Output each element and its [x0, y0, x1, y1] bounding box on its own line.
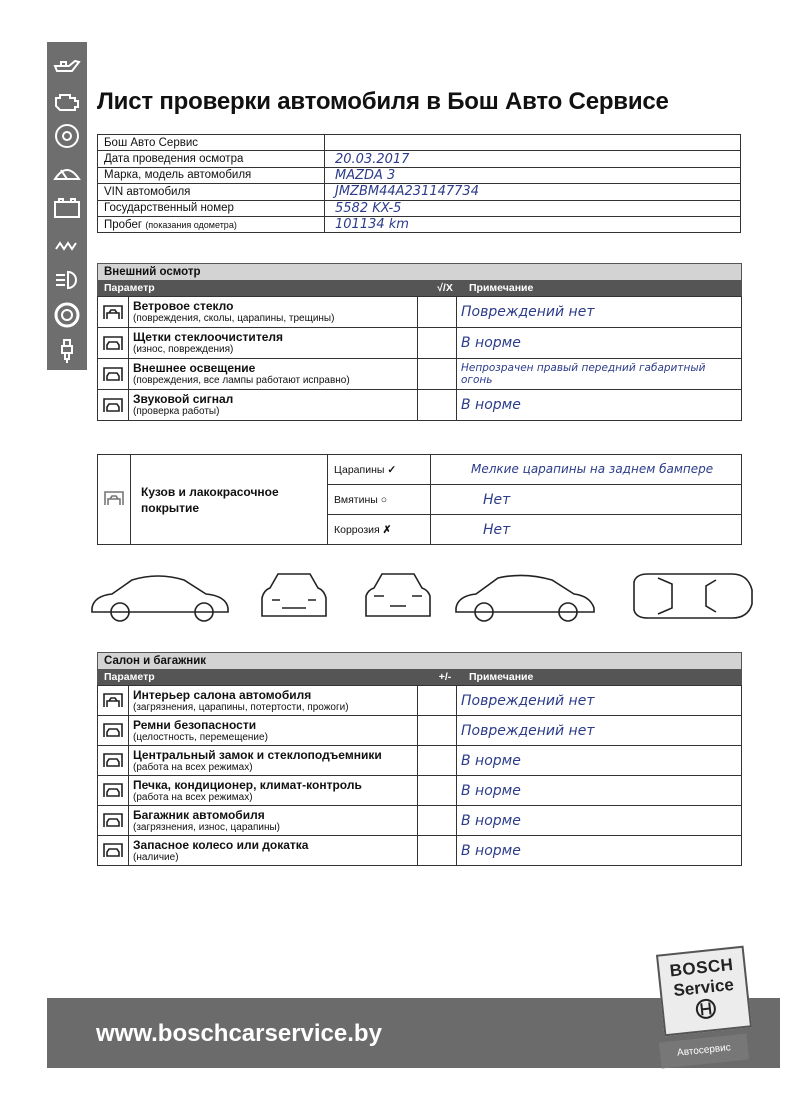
car-front-icon — [98, 359, 129, 390]
note-cell: Нет — [431, 515, 742, 545]
param-cell — [129, 390, 418, 421]
info-label: Бош Авто Сервис — [98, 135, 325, 151]
table-header — [97, 280, 742, 296]
param-cell — [129, 836, 418, 866]
car-front-icon — [98, 390, 129, 421]
logo-subtitle: Автосервис — [659, 1033, 749, 1068]
note-cell: Повреждений нет — [457, 686, 742, 716]
param-sub: (износ, повреждения) — [133, 344, 234, 355]
body-item-text: Царапины — [334, 463, 385, 476]
col-check: +/- — [438, 671, 452, 683]
car-front-icon — [98, 836, 129, 866]
mileage-label: Пробег — [104, 218, 143, 231]
car-front-icon — [98, 776, 129, 806]
param-sub: (загрязнения, царапины, потертости, прожоги) — [133, 701, 349, 713]
body-item-label — [328, 485, 431, 515]
check-cell — [418, 806, 457, 836]
info-row — [98, 151, 741, 167]
info-label: VIN автомобиля — [98, 184, 325, 200]
param-title: Печка, кондиционер, климат-контроль — [133, 777, 362, 792]
bosch-armature-icon — [694, 997, 718, 1021]
param-sub: (целостность, перемещение) — [133, 731, 268, 743]
param-sub: (повреждения, все лампы работают исправно) — [133, 375, 350, 386]
car-side-left-icon — [92, 576, 228, 621]
col-check: √/X — [437, 282, 453, 294]
param-title: Запасное колесо или докатка — [133, 837, 309, 852]
check-cell — [418, 746, 457, 776]
param-cell — [129, 328, 418, 359]
info-label: Государственный номер — [98, 200, 325, 216]
check-cell — [418, 716, 457, 746]
table-row — [98, 328, 742, 359]
col-note: Примечание — [469, 671, 534, 683]
info-label — [98, 216, 325, 232]
note-cell: В норме — [457, 390, 742, 421]
check-cell — [418, 776, 457, 806]
garage-lift-icon — [98, 455, 131, 545]
param-sub: (наличие) — [133, 851, 179, 863]
table-row — [98, 686, 742, 716]
sidebar-icon-strip — [47, 42, 87, 370]
inspection-date-value: 20.03.2017 — [325, 151, 741, 167]
plate-number-value: 5582 KX-5 — [325, 200, 741, 216]
cross-mark: ✗ — [382, 523, 392, 536]
bodywork-title: Кузов и лакокрасочное покрытие — [131, 455, 328, 545]
param-cell — [129, 686, 418, 716]
vehicle-info-table — [97, 134, 741, 233]
exterior-section — [97, 263, 742, 421]
body-item-text: Вмятины — [334, 493, 378, 506]
car-front-icon — [98, 746, 129, 776]
param-sub: (повреждения, сколы, царапины, трещины) — [133, 313, 335, 324]
spark-plug-icon — [50, 334, 84, 368]
body-item-text: Коррозия — [334, 523, 380, 536]
param-cell — [129, 359, 418, 390]
param-cell — [129, 746, 418, 776]
note-cell: Мелкие царапины на заднем бампере — [431, 455, 742, 485]
note-cell: В норме — [457, 806, 742, 836]
param-sub: (загрязнения, износ, царапины) — [133, 821, 281, 833]
table-row — [98, 806, 742, 836]
interior-section — [97, 652, 742, 866]
interior-table — [97, 685, 742, 866]
tire-icon — [50, 298, 84, 332]
param-title: Звуковой сигнал — [133, 392, 234, 406]
param-title: Внешнее освещение — [133, 361, 256, 375]
car-front-icon — [98, 716, 129, 746]
section-title: Внешний осмотр — [97, 263, 742, 280]
wiper-icon — [50, 155, 84, 189]
mileage-value: 101134 km — [325, 216, 741, 232]
param-title: Интерьер салона автомобиля — [133, 687, 312, 702]
info-row — [98, 167, 741, 183]
check-cell — [418, 836, 457, 866]
engine-icon — [50, 84, 84, 118]
vin-value: JMZBM44A231147734 — [325, 184, 741, 200]
logo-line-2: Service — [672, 974, 735, 1001]
car-front-icon — [98, 328, 129, 359]
exterior-table — [97, 296, 742, 421]
table-header — [97, 669, 742, 685]
check-cell — [418, 686, 457, 716]
body-item-label — [328, 455, 431, 485]
garage-lift-icon — [98, 297, 129, 328]
param-title: Центральный замок и стеклоподъемники — [133, 747, 382, 762]
param-sub: (работа на всех режимах) — [133, 761, 253, 773]
info-label: Дата проведения осмотра — [98, 151, 325, 167]
car-side-right-icon — [456, 575, 594, 621]
param-title: Багажник автомобиля — [133, 807, 265, 822]
info-value — [325, 135, 741, 151]
table-row — [98, 746, 742, 776]
oil-can-icon — [50, 48, 84, 82]
car-rear-view-icon — [366, 574, 430, 616]
body-item-label — [328, 515, 431, 545]
car-front-view-icon — [262, 574, 326, 616]
car-diagrams — [88, 566, 758, 628]
note-cell: Повреждений нет — [457, 716, 742, 746]
note-cell: В норме — [457, 776, 742, 806]
note-cell: Нет — [431, 485, 742, 515]
logo-line-1: BOSCH — [668, 954, 735, 981]
website-url: www.boschcarservice.by — [96, 1020, 382, 1047]
check-cell — [418, 390, 457, 421]
table-row — [98, 390, 742, 421]
note-cell: В норме — [457, 746, 742, 776]
info-row — [98, 216, 741, 232]
param-title: Ветровое стекло — [133, 299, 234, 313]
param-sub: (работа на всех режимах) — [133, 791, 253, 803]
info-row — [98, 184, 741, 200]
battery-icon — [50, 191, 84, 225]
garage-lift-icon — [98, 686, 129, 716]
logo-box — [656, 946, 752, 1037]
param-cell — [129, 716, 418, 746]
note-cell: Повреждений нет — [457, 297, 742, 328]
table-row — [98, 716, 742, 746]
car-top-view-icon — [634, 574, 752, 618]
bosch-service-logo — [660, 950, 748, 1078]
circle-mark: ○ — [380, 493, 388, 506]
col-param: Параметр — [104, 282, 155, 294]
car-model-value: MAZDA 3 — [325, 167, 741, 183]
headlight-icon — [50, 263, 84, 297]
check-cell — [418, 328, 457, 359]
param-cell — [129, 806, 418, 836]
check-mark: ✓ — [387, 463, 397, 476]
info-row — [98, 200, 741, 216]
table-row — [98, 359, 742, 390]
col-note: Примечание — [469, 282, 534, 294]
info-label: Марка, модель автомобиля — [98, 167, 325, 183]
page-title: Лист проверки автомобиля в Бош Авто Сервисе — [97, 88, 669, 115]
param-cell — [129, 297, 418, 328]
car-front-icon — [98, 806, 129, 836]
note-cell: Непрозрачен правый передний габаритный огонь — [457, 359, 742, 390]
param-title: Ремни безопасности — [133, 717, 257, 732]
col-param: Параметр — [104, 671, 155, 683]
mileage-label-note: (показания одометра) — [145, 219, 237, 230]
info-row — [98, 135, 741, 151]
section-title: Салон и багажник — [97, 652, 742, 669]
param-cell — [129, 776, 418, 806]
note-cell: В норме — [457, 328, 742, 359]
table-row — [98, 776, 742, 806]
check-cell — [418, 359, 457, 390]
table-row — [98, 297, 742, 328]
table-row — [98, 836, 742, 866]
table-row — [98, 455, 742, 485]
note-cell: В норме — [457, 836, 742, 866]
bodywork-table — [97, 454, 742, 545]
brake-disc-icon — [50, 120, 84, 154]
check-cell — [418, 297, 457, 328]
param-title: Щетки стеклоочистителя — [133, 330, 283, 344]
suspension-icon — [50, 227, 84, 261]
param-sub: (проверка работы) — [133, 406, 220, 417]
